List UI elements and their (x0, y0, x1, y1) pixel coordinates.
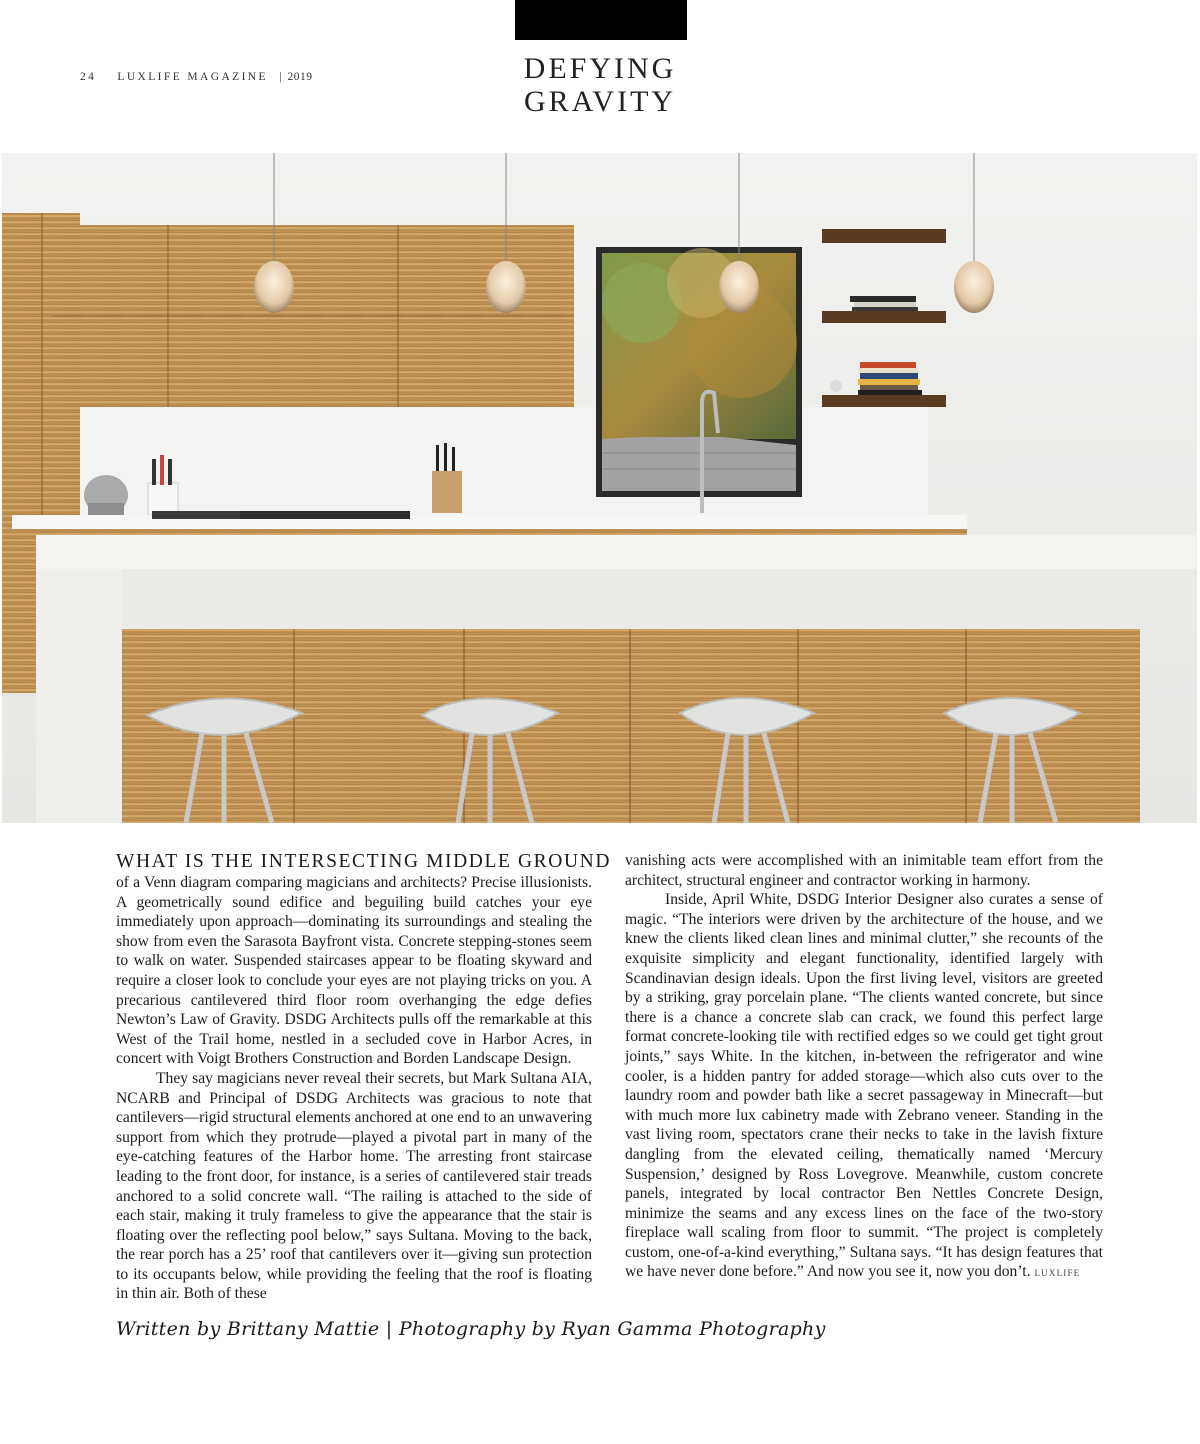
shelf-middle (822, 311, 946, 323)
title-line-2: GRAVITY (523, 85, 677, 118)
header-black-tab (515, 0, 687, 40)
paragraph-2: They say magicians never reveal their secrets, but Mark Sultana AIA, NCARB and Principal of DSDG Architects was gracious to note that cantilevers—rigid structural elements anchored at one end to an unwavering support from which they protrude—played a pivotal part in many of the eye-catching features of the Harbor home. The arresting front staircase leading to the front door, for instance, is a series of cantilevered stair treads anchored to a solid concrete wall. “The railing is attached to the side of each stair, making it truly frameless to give the appearance that the stair is floating over the reflecting pool below,” says Sultana. Moving to the back, the rear porch has a 25’ roof that cantilevers over it—giving sun protection to its occupants below, while providing the feeling that the roof is floating in thin air. Both of these (116, 1069, 592, 1303)
page-number: 24 (80, 71, 97, 83)
article-column-left (116, 851, 612, 1304)
publication-name: LUXLIFE MAGAZINE (117, 71, 268, 83)
paragraph-2-continued: vanishing acts were accomplished with an inimitable team effort from the architect, structural engineer and contractor working in harmony. (625, 852, 1103, 889)
lead-in-caps: WHAT IS THE INTERSECTING MIDDLE GROUND (116, 851, 612, 872)
shelf-top (822, 229, 946, 243)
kitchen-hero-photo (2, 153, 1197, 823)
folio-divider: | (279, 71, 282, 83)
article-column-right (625, 851, 1103, 1284)
paragraph-1: of a Venn diagram comparing magicians and architects? Precise illusionists. A geometrically sound edifice and beguiling build catches your eye immediately upon approach—dominating its surroundings and stealing the show from even the Sarasota Bayfront vista. Concrete stepping-stones seem to walk on water. Suspended staircases appear to be floating skyward and require a closer look to conclude your eyes are not playing tricks on you. A precarious cantilevered third floor room overhanging the edge defies Newton’s Law of Gravity. DSDG Architects pulls off the remarkable at this West of the Trail home, nestled in a secluded cove in Harbor Acres, in concert with Voigt Brothers Construction and Borden Landscape Design. (116, 874, 592, 1068)
article-credits (116, 1318, 826, 1340)
end-mark: LUXLIFE (1034, 1268, 1081, 1279)
article-title (500, 52, 700, 118)
paragraph-3-text: Inside, April White, DSDG Interior Designer also curates a sense of magic. “The interiors were driven by the architecture of the house, and we knew the clients liked clean lines and minimal clutter,” she recounts of the exquisite simplicity and elegant functionality, identified largely with Scandinavian design ideals. Upon the first living level, visitors are greeted by a striking, gray porcelain plane. “The clients wanted concrete, but since there is a chance a concrete slab can crack, we found this perfect large format concrete-looking tile with rectified edges so we could get tight grout joints,” says White. In the kitchen, in-between the refrigerator and wine cooler, is a hidden pantry for added storage—which also cuts over to the laundry room and powder bath like a secret passageway in Minecraft—but with much more lux cabinetry made with Zebrano veneer. Standing in the vast living room, spectators crane their necks to take in the lavish fixture dangling from the elevated ceiling, thematically named ‘Mercury Suspension,’ designed by Ross Lovegrove. Meanwhile, custom concrete panels, integrated by local contractor Ben Nettles Concrete Design, minimize the seams and any excess lines on the face of the two-story fireplace wall scaling from floor to summit. “The project is completely custom, one-of-a-kind everything,” Sultana says. “It has design features that we have never done before.” And now you see it, now you don’t. (625, 891, 1103, 1281)
title-line-1: DEFYING (523, 52, 677, 85)
publication-year: 2019 (287, 71, 313, 83)
shelf-bottom (822, 395, 946, 407)
paragraph-3 (625, 890, 1103, 1284)
page-folio (80, 71, 313, 83)
credits-text: Written by Brittany Mattie | Photography by Ryan Gamma Photography (116, 1318, 826, 1340)
